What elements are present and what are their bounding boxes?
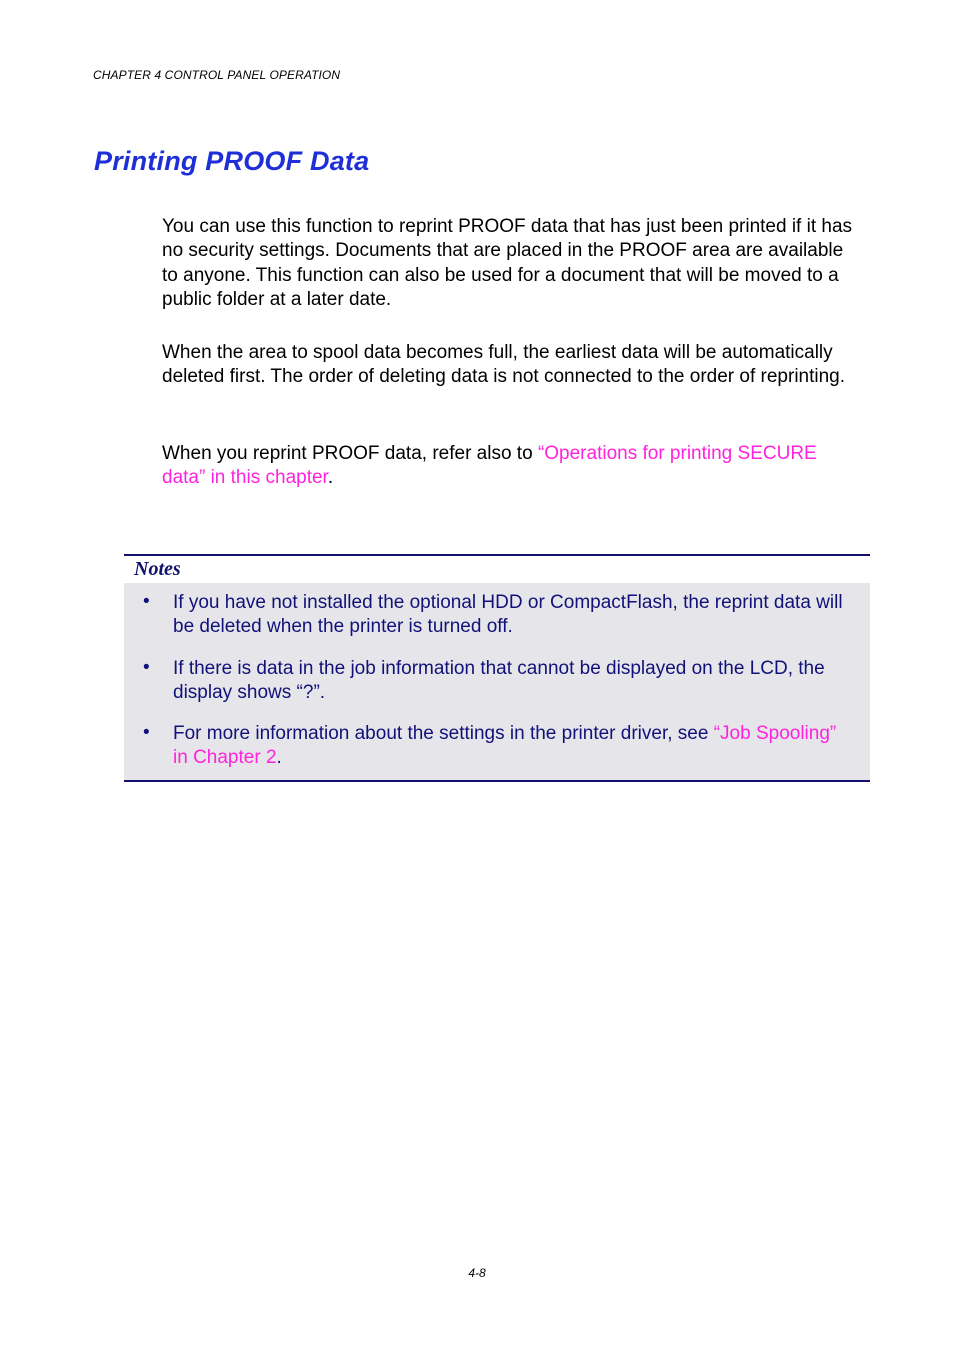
- notes-box: [124, 554, 870, 782]
- secure-data-link[interactable]: “Operations for printing SECURE data” in this chapter: [162, 443, 817, 489]
- bullet-icon: •: [143, 656, 150, 678]
- note-item: [124, 722, 870, 771]
- note-item: [124, 591, 870, 640]
- paragraph-reprint-proof: You can use this function to reprint PROOF data that has just been printed if it has no security settings. Documents that are placed in the PROOF area are available to anyone. This function can also be used for a document that will be moved to a public folder at a later date.: [162, 216, 853, 310]
- see-also-text: When you reprint PROOF data, refer also to: [162, 443, 538, 464]
- note-text: If you have not installed the optional HDD or CompactFlash, the reprint data will be deleted when the printer is turned off.: [173, 592, 843, 638]
- notes-heading: Notes: [124, 556, 870, 583]
- bullet-icon: •: [143, 722, 150, 744]
- bullet-icon: •: [143, 591, 150, 612]
- paragraph-see-also: [162, 442, 862, 491]
- paragraph-spool-full: When the area to spool data becomes full, the earliest data will be automatically deleted first. The order of deleting data is not connected to the order of reprinting.: [162, 342, 846, 388]
- job-spooling-link[interactable]: “Job Spooling” in Chapter 2: [173, 723, 837, 769]
- note-item: [124, 657, 870, 706]
- running-header: CHAPTER 4 CONTROL PANEL OPERATION: [93, 68, 341, 82]
- note-text: If there is data in the job information that cannot be displayed on the LCD, the display shows “?”.: [173, 657, 825, 703]
- section-title: Printing PROOF Data: [94, 146, 370, 176]
- note-text: For more information about the settings in the printer driver, see: [173, 723, 714, 745]
- notes-body: [124, 583, 870, 780]
- page-number: 4-8: [468, 1266, 486, 1280]
- see-also-end: .: [327, 467, 334, 489]
- note-end: .: [276, 747, 282, 769]
